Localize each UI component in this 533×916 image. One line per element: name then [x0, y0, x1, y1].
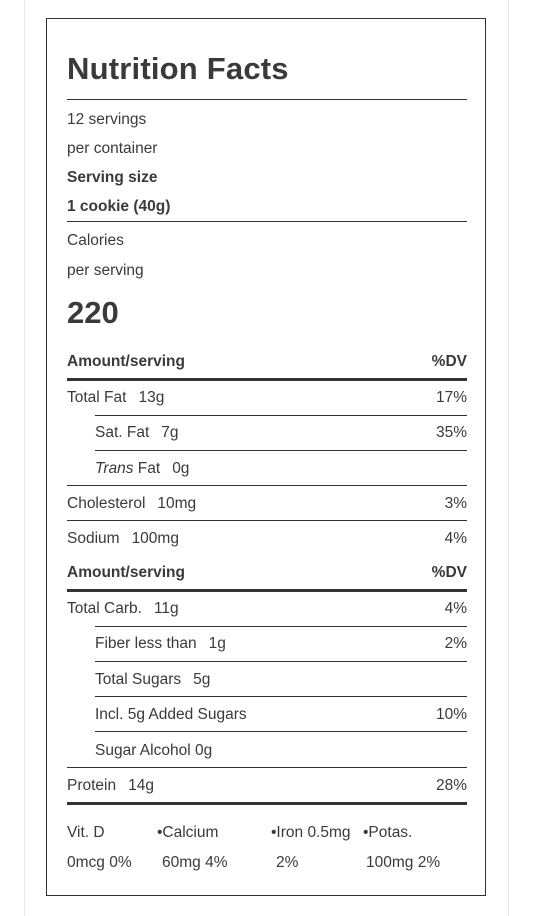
divider [67, 767, 467, 768]
servings-line1: 12 servings [67, 111, 147, 128]
amount-header-label: Amount/serving [67, 353, 185, 370]
page-edge-left [24, 0, 25, 916]
nutrient-row [67, 494, 467, 514]
nutrient-amount: 1g [208, 635, 226, 652]
nutrient-name: Sugar Alcohol 0g [95, 742, 213, 759]
nutrient-amount: 7g [161, 424, 179, 441]
nutrient-amount: 5g [193, 671, 211, 688]
calories-label: Calories [67, 232, 124, 249]
nutrient-row [67, 741, 467, 761]
nutrient-name: Protein [67, 777, 117, 794]
nutrient-name: Fat [133, 460, 161, 477]
nutrient-row [67, 776, 467, 796]
nutrient-amount: 10mg [157, 495, 197, 512]
thick-divider [67, 589, 467, 592]
dv-header-label: %DV [431, 564, 467, 581]
nutrient-row [67, 529, 467, 549]
calories-sublabel: per serving [67, 262, 144, 279]
footer-potassium-value: 100mg 2% [366, 854, 441, 871]
nutrient-name: Fiber less than [95, 635, 197, 652]
divider [95, 626, 467, 627]
nutrient-row [67, 459, 467, 479]
nutrient-amount: 0g [172, 460, 190, 477]
divider [67, 99, 467, 100]
divider [95, 415, 467, 416]
divider [95, 450, 467, 451]
thick-divider [67, 378, 467, 381]
nutrient-row [67, 388, 467, 408]
footer-iron-value: 2% [276, 854, 299, 871]
footer-calcium-label: •Calcium [157, 824, 219, 841]
nutrient-name-italic: Trans [95, 460, 134, 477]
footer-calcium-value: 60mg 4% [162, 854, 228, 871]
page-edge-right [508, 0, 509, 916]
nutrient-dv: 3% [444, 495, 467, 512]
nutrient-row [67, 599, 467, 619]
nutrient-amount: 13g [138, 389, 165, 406]
nutrient-row [67, 705, 467, 725]
nutrient-amount: 14g [128, 777, 154, 794]
nutrient-amount: 100mg [131, 530, 179, 547]
nutrient-dv: 10% [435, 706, 467, 723]
calories-value: 220 [67, 295, 119, 330]
divider [95, 696, 467, 697]
nutrient-name: Incl. 5g Added Sugars [95, 706, 247, 723]
serving-size-label: Serving size [67, 169, 158, 186]
serving-size-value: 1 cookie (40g) [67, 198, 171, 215]
nutrient-row [67, 670, 467, 690]
footer-vitd-label: Vit. D [67, 824, 105, 841]
divider [67, 520, 467, 521]
nutrient-name: Total Fat [67, 389, 127, 406]
nutrient-dv: 4% [444, 600, 467, 617]
nutrient-name: Total Sugars [95, 671, 182, 688]
nutrient-name: Sodium [67, 530, 120, 547]
label-title: Nutrition Facts [67, 51, 289, 86]
nutrient-dv: 17% [435, 389, 467, 406]
amount-header-label: Amount/serving [67, 564, 185, 581]
nutrient-row [67, 423, 467, 443]
amount-header [67, 352, 467, 372]
nutrient-row [67, 634, 467, 654]
nutrient-dv: 2% [444, 635, 467, 652]
dv-header-label: %DV [431, 353, 467, 370]
divider [95, 661, 467, 662]
servings-line2: per container [67, 140, 158, 157]
footer-potassium-label: •Potas. [363, 824, 413, 841]
divider [95, 731, 467, 732]
footer-iron-label: •Iron 0.5mg [271, 824, 351, 841]
nutrition-label [46, 18, 486, 896]
nutrient-dv: 4% [444, 530, 467, 547]
nutrient-name: Total Carb. [67, 600, 142, 617]
thick-divider [67, 802, 467, 805]
nutrient-dv: 28% [435, 777, 467, 794]
nutrient-amount: 11g [153, 600, 179, 617]
amount-header [67, 563, 467, 583]
footer-vitd-value: 0mcg 0% [67, 854, 132, 871]
divider [67, 221, 467, 222]
nutrient-dv: 35% [435, 424, 467, 441]
nutrient-name: Sat. Fat [95, 424, 150, 441]
nutrient-name: Cholesterol [67, 495, 146, 512]
divider [67, 485, 467, 486]
